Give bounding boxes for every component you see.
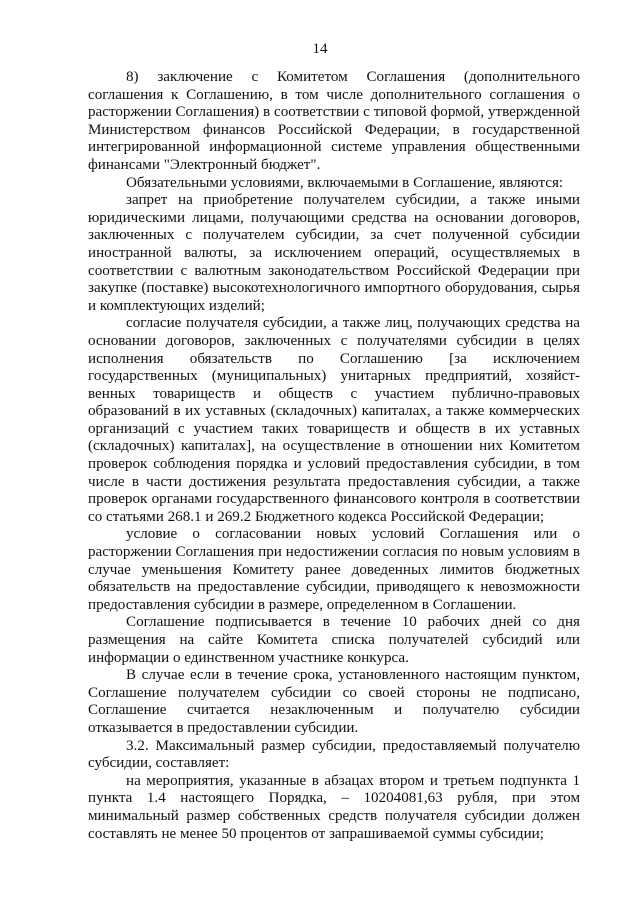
paragraph-mandatory-conditions: Обязательными условиями, включаемыми в Соглашение, являются: xyxy=(126,174,564,191)
paragraph-signing-deadline: Соглашение подписывается в течение 10 рабочих дней со дня размещения на сайте Комитета списка получателей субсидий или информации о единственном участнике конкурса. xyxy=(88,614,580,666)
paragraph-section-3-2: 3.2. Максимальный размер субсидии, предоставляемый получателю субсидии, составляет: xyxy=(88,737,580,772)
page-number: 14 xyxy=(312,41,328,57)
paragraph-inspection-consent: согласие получателя субсидии, а также лиц, получающих средства на основании договоров, заключенных с получателями субсидии в целях исполнения обязательств по Соглашению [за исключением государственных (муниципальных) унитарных предприятий, хозяйственных товариществ и обществ с участием публично-правовых образований в их уставных (складочных) капиталах, а также коммерческих организаций с участием таких товариществ и обществ в их уставных (складочных) капиталах], на осуществление в отношении них Комитетом проверок соблюдения порядка и условий предоставления субсидии, в том числе в части достижения результата предоставления субсидии, а также проверок органами государственного финансового контроля в соответствии со статьями 268.1 и 269.2 Бюджетного кодекса Российской Федерации; xyxy=(88,315,580,525)
paragraph-unsigned-agreement: В случае если в течение срока, установленного настоящим пунктом, Соглашение получателем субсидии со своей стороны не подписано, Соглашение считается незаключенным и получателю субсидии отказывается в предоставлении субсидии. xyxy=(88,667,580,736)
paragraph-subsidy-amount: на мероприятия, указанные в абзацах втором и третьем подпункта 1 пункта 1.4 настоящего Порядка, – 10204081,63 рубля, при этом минимальный размер собственных средств получателя субсидии должен составлять не менее 50 процентов от запрашиваемой суммы субсидии; xyxy=(88,772,580,842)
document-body xyxy=(88,69,580,843)
paragraph-currency-ban: запрет на приобретение получателем субсидии, а также иными юридическими лицами, получающими средства на основании договоров, заключенных с получателем субсидии, за счет полученной субсидии иностранной валюты, за исключением операций, осуществляемых в соответствии с валютным законодательством Российской Федерации при закупке (поставке) высокотехнологичного импортного оборудования, сырья и комплектующих изделий; xyxy=(88,192,580,314)
paragraph-item-8-agreement: 8) заключение с Комитетом Соглашения (дополнительного соглашения к Соглашению, в том числе дополнительного соглашения о расторжении Соглашения) в соответствии с типовой формой, утвержденной Министерством финансов Российской Федерации, в государственной интегрированной информационной системе управления общественными финансами "Электронный бюджет". xyxy=(88,69,580,173)
paragraph-renegotiation-condition: условие о согласовании новых условий Соглашения или о расторжении Соглашения при недостижении согласия по новым условиям в случае уменьшения Комитету ранее доведенных лимитов бюджетных обязательств на предоставление субсидии, приводящего к невозможности предоставления субсидии в размере, определенном в Соглашении. xyxy=(88,526,580,613)
